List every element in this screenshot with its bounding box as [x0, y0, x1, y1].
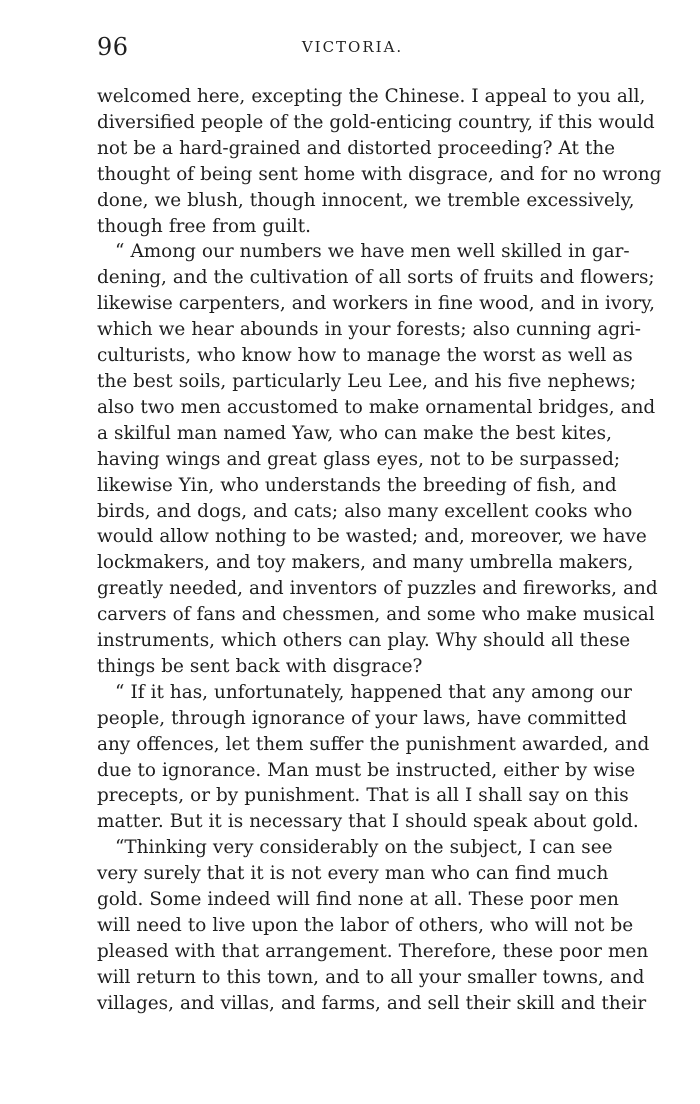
- text-line: which we hear abounds in your forests; also cunning agri-: [97, 319, 641, 341]
- text-line: “ If it has, unfortunately, happened that any among our: [115, 681, 632, 703]
- text-line: thought of being sent home with disgrace, and for no wrong: [97, 163, 662, 185]
- text-line: likewise Yin, who understands the breeding of fish, and: [97, 474, 617, 496]
- text-line: carvers of fans and chessmen, and some who make musical: [97, 604, 655, 626]
- text-line: greatly needed, and inventors of puzzles and fireworks, and: [97, 578, 658, 600]
- text-line: culturists, who know how to manage the worst as well as: [97, 345, 633, 367]
- text-line: a skilful man named Yaw, who can make the best kites,: [97, 422, 612, 444]
- text-line: “ Among our numbers we have men well skilled in gar-: [115, 241, 630, 263]
- body-text: [97, 84, 662, 1017]
- text-line: instruments, which others can play. Why should all these: [97, 630, 631, 652]
- text-line: welcomed here, excepting the Chinese. I appeal to you all,: [97, 86, 646, 107]
- page-number: 96: [97, 33, 129, 61]
- text-line: diversified people of the gold-enticing country, if this would: [97, 111, 655, 133]
- section-title: VICTORIA.: [301, 38, 404, 56]
- text-line: precepts, or by punishment. That is all I shall say on this: [97, 785, 629, 807]
- text-line: things be sent back with disgrace?: [97, 655, 423, 677]
- text-line: birds, and dogs, and cats; also many excellent cooks who: [97, 500, 633, 522]
- text-line: will need to live upon the labor of others, who will not be: [97, 915, 634, 936]
- text-line: matter. But it is necessary that I should speak about gold.: [97, 811, 639, 833]
- running-head: [97, 32, 608, 62]
- text-line: also two men accustomed to make ornamental bridges, and: [97, 396, 656, 418]
- text-line: gold. Some indeed will find none at all. These poor men: [97, 889, 619, 911]
- text-line: though free from guilt.: [97, 215, 311, 237]
- paragraph: [97, 835, 649, 1016]
- text-line: very surely that it is not every man who can find much: [97, 863, 609, 885]
- text-line: lockmakers, and toy makers, and many umbrella makers,: [97, 552, 634, 574]
- text-line: dening, and the cultivation of all sorts of fruits and flowers;: [97, 267, 655, 289]
- text-line: not be a hard-grained and distorted proceeding? At the: [97, 137, 616, 159]
- text-line: due to ignorance. Man must be instructed, either by wise: [97, 759, 636, 781]
- paragraph: [97, 239, 658, 679]
- text-line: any offences, let them suffer the punishment awarded, and: [97, 733, 650, 755]
- text-line: having wings and great glass eyes, not to be surpassed;: [97, 448, 621, 470]
- text-line: “Thinking very considerably on the subject, I can see: [115, 837, 613, 859]
- text-line: would allow nothing to be wasted; and, moreover, we have: [97, 526, 647, 548]
- paragraph: [97, 84, 662, 239]
- text-line: will return to this town, and to all your smaller towns, and: [97, 966, 645, 988]
- text-line: done, we blush, though innocent, we tremble excessively,: [97, 189, 635, 211]
- text-line: pleased with that arrangement. Therefore, these poor men: [97, 940, 649, 962]
- text-line: likewise carpenters, and workers in fine wood, and in ivory,: [97, 293, 655, 315]
- text-line: villages, and villas, and farms, and sell their skill and their: [97, 992, 647, 1014]
- paragraph: [97, 680, 650, 835]
- text-line: the best soils, particularly Leu Lee, and his five nephews;: [97, 370, 637, 392]
- text-line: people, through ignorance of your laws, have committed: [97, 707, 627, 729]
